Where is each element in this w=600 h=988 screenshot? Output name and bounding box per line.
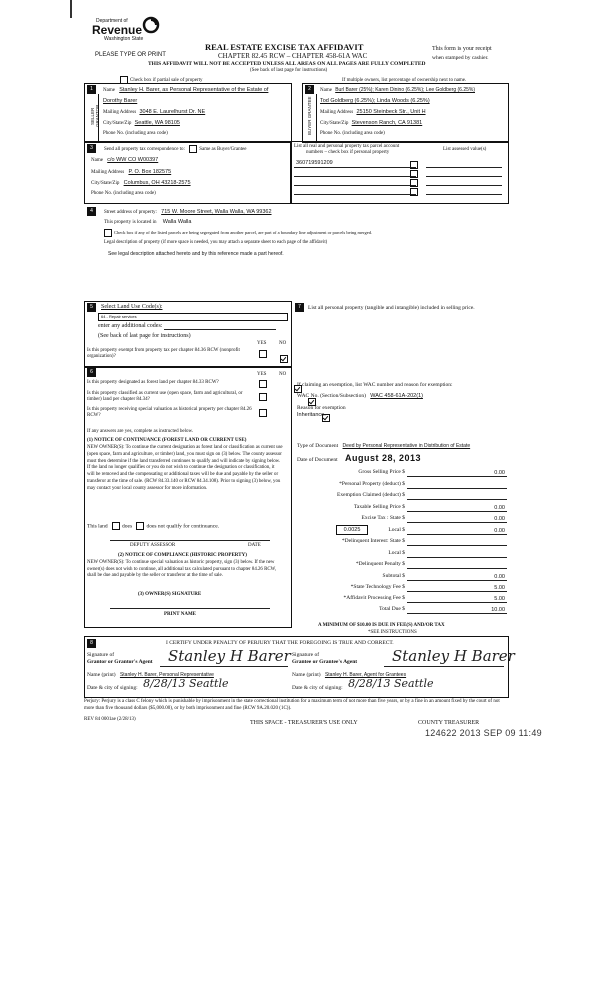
deputy-line[interactable] [110, 540, 270, 541]
buyer-city-value[interactable]: Stevenson Ranch, CA 91381 [351, 120, 423, 126]
perjury-note: Perjury: Perjury is a class C felony which is punishable by imprisonment in the state correctional institution for a maximum term of not more than five years, or by a fine in an amount fixed by the court of not more than five thousand dollars ($5,000.00), or by both imprisonment and fine (RCW 9A.20.020 (1C)). [84, 699, 500, 711]
current-use-yes-checkbox[interactable] [259, 393, 267, 401]
parcel-line-3 [294, 185, 416, 186]
land-use-value: 64 - Repair services [101, 314, 137, 319]
see-instructions: *SEE INSTRUCTIONS [368, 630, 417, 635]
parcel-line-4 [294, 194, 416, 195]
grantor-signature[interactable]: Stanley H Barer [168, 647, 291, 665]
buyer-divider [316, 94, 317, 141]
logo-swirl-icon [142, 16, 160, 34]
section5-no: NO [279, 341, 287, 346]
legal-label: Legal description of property (if more space is needed, you may attach a separate sheet to each page of the affidavit) [104, 240, 328, 245]
treasurer-space: THIS SPACE - TREASURER'S USE ONLY [250, 720, 358, 726]
exempt-no-checkbox[interactable] [280, 355, 288, 363]
fin-taxable-line [407, 511, 507, 512]
county-treasurer: COUNTY TREASURER [418, 720, 480, 726]
doc-date-value[interactable]: August 28, 2013 [345, 453, 422, 463]
fin-personal-label: *Personal Property (deduct) $ [339, 481, 405, 487]
grantor-sig-label-2: Grantor or Grantor's Agent [87, 659, 153, 665]
fin-interest-local-label: Local $ [388, 550, 405, 556]
grantor-date-value[interactable]: 8/28/13 Seattle [143, 677, 229, 690]
fin-subtotal-value[interactable]: 0.00 [494, 574, 505, 580]
section-3-number: 3 [87, 144, 96, 153]
dept-state: Washington State [104, 36, 144, 42]
fin-exemption-label: Exemption Claimed (deduct) $ [337, 492, 405, 498]
located-label: This property is located in [104, 220, 157, 225]
tax-city-label: City/State/Zip [91, 181, 120, 186]
section-4-number: 4 [87, 207, 96, 216]
fin-tech-fee-label: *State Technology Fee $ [350, 584, 405, 590]
street-address-value[interactable]: 715 W. Moore Street, Walla Walla, WA 99362 [161, 209, 272, 215]
seller-city-row [103, 120, 180, 127]
fin-taxable-value[interactable]: 0.00 [494, 505, 505, 511]
parcels-label-2: numbers – check box if personal property [306, 150, 390, 155]
form-subtitle: CHAPTER 82.45 RCW – CHAPTER 458-61A WAC [218, 52, 368, 60]
land-label: This land [87, 523, 108, 530]
receipt-note-2: when stamped by cashier. [432, 55, 489, 61]
exempt-question: Is this property exempt from property tax per chapter 84.36 RCW (nonprofit organization)? [87, 348, 240, 359]
doc-date-label: Date of Document [297, 457, 338, 463]
fin-total-value[interactable]: 10.00 [491, 607, 505, 613]
parcel-4-checkbox[interactable] [410, 188, 418, 196]
buyer-side-label: BUYER GRANTEE [307, 96, 312, 136]
form-warning: THIS AFFIDAVIT WILL NOT BE ACCEPTED UNLESS ALL AREAS ON ALL PAGES ARE FULLY COMPLETED [148, 61, 426, 67]
reason-value[interactable]: Inheritance. [297, 412, 326, 418]
parcel-line-1 [294, 167, 416, 168]
fin-exemption-line [407, 499, 507, 500]
fin-gross-label: Gross Selling Price $ [358, 469, 405, 475]
if-yes-note: If any answers are yes, complete as instructed below. [87, 429, 194, 434]
tax-correspondence-header [104, 145, 246, 153]
buyer-address-value[interactable]: 25150 Steinbeck Str., Unit H [356, 109, 426, 115]
buyer-name-row [320, 87, 475, 94]
wac-label: WAC No. (Section/Subsection) [297, 393, 366, 399]
grantor-name-label: Name (print) [87, 672, 116, 678]
exemption-label: If claiming an exemption, list WAC number and reason for exemption: [297, 382, 453, 388]
compliance-text: NEW OWNER(S): To continue special valuation as historic property, sign (3) below. If the new owner(s) does not wish to continue, all additional tax calculated pursuant to chapter 84.26 RCW, shall be due and payable by the seller or transferor at the time of sale. [87, 560, 277, 578]
fin-interest-state-line [407, 545, 507, 546]
certify-statement: I CERTIFY UNDER PENALTY OF PERJURY THAT THE FOREGOING IS TRUE AND CORRECT. [166, 640, 394, 646]
wac-value[interactable]: WAC 458-61A-202(1) [370, 393, 423, 399]
fin-total-line [407, 613, 507, 614]
fin-tech-fee-value[interactable]: 5.00 [494, 585, 505, 591]
assessed-values-label: List assessed value(s) [443, 147, 487, 152]
section6-no: NO [279, 372, 287, 377]
section-7-number: 7 [295, 303, 304, 312]
street-address-row [104, 209, 272, 216]
compliance-title: (2) NOTICE OF COMPLIANCE (HISTORIC PROPERTY) [118, 553, 247, 558]
fin-excise-state-value[interactable]: 0.00 [494, 516, 505, 522]
tax-city-value[interactable]: Columbus, OH 43218-2575 [123, 180, 191, 186]
personal-property-label: List all personal property (tangible and intangible) included in selling price. [308, 305, 475, 311]
fin-penalty-label: *Delinquent Penalty $ [355, 561, 405, 567]
section-8-number: 8 [87, 639, 96, 648]
buyer-city-label: City/State/Zip [320, 121, 349, 126]
print-note: PLEASE TYPE OR PRINT [95, 52, 166, 58]
seller-name-row [103, 87, 268, 94]
additional-codes-label: enter any additional codes: [98, 323, 163, 329]
dept-name: Revenue [92, 23, 143, 37]
segregated-label: Check box if any of the listed parcels are being segregated from another parcel, are part of a boundary line adjustment or parcels being merged. [114, 230, 373, 236]
fin-excise-state-label: Excise Tax : State $ [361, 515, 405, 521]
seller-divider [98, 94, 99, 141]
grantee-sig-label-1: Signature of [292, 652, 320, 658]
grantor-date-row [87, 677, 229, 692]
same-as-buyer-checkbox[interactable] [189, 145, 197, 153]
located-row [104, 219, 191, 226]
seller-address-label: Mailing Address [103, 110, 137, 115]
doc-type-label: Type of Document [297, 443, 339, 449]
current-use-question: Is this property classified as current use (open space, farm and agricultural, or timber) land per chapter 84.34? [87, 391, 243, 402]
multiple-owners-note: If multiple owners, list percentage of ownership next to name. [342, 78, 467, 83]
forest-land-question: Is this property designated as forest land per chapter 84.33 RCW? [87, 380, 219, 385]
buyer-name-value-2[interactable]: Tod Goldberg (6.25%); Linda Woods (6.25%) [320, 98, 430, 104]
parcel-1-value[interactable]: 360719591209 [296, 160, 333, 166]
fin-subtotal-label: Subtotal $ [382, 573, 405, 579]
tax-name-row [91, 157, 158, 164]
section6-yes: YES [257, 372, 267, 377]
segregated-checkbox[interactable] [104, 229, 112, 237]
does-checkbox[interactable] [112, 522, 120, 530]
fin-subtotal-line [407, 580, 507, 581]
minimum-note: A MINIMUM OF $10.00 IS DUE IN FEE(S) AND/OR TAX [318, 623, 445, 628]
fin-excise-local-line [407, 534, 507, 535]
forest-yes-checkbox[interactable] [259, 380, 267, 388]
section-6-box [84, 366, 292, 628]
exempt-yes-checkbox[interactable] [259, 350, 267, 358]
continuance-title: (1) NOTICE OF CONTINUANCE (FOREST LAND OR CURRENT USE) [87, 438, 247, 443]
print-name-label: PRINT NAME [164, 612, 196, 617]
local-rate-value: 0.0025 [343, 527, 361, 533]
parcels-label-1: List all real and personal property tax parcel account [294, 144, 400, 149]
fin-interest-state-label: *Delinquent Interest: State $ [341, 538, 405, 544]
legal-value[interactable]: See legal description attached hereto and by this reference made a part hereof. [108, 251, 284, 257]
segregated-row [104, 229, 372, 237]
deputy-date-label: DATE [248, 543, 261, 548]
grantee-date-row [292, 677, 434, 692]
seller-name-value-2[interactable]: Dorothy Barer [103, 98, 138, 104]
fin-gross-value[interactable]: 0.00 [494, 470, 505, 476]
form-title: REAL ESTATE EXCISE TAX AFFIDAVIT [205, 42, 364, 52]
revenue-logo [92, 14, 164, 44]
grantor-sig-line [160, 666, 288, 667]
parcel-1-checkbox[interactable] [410, 161, 418, 169]
grantor-name-value[interactable]: Stanley H. Barer, Personal Representative [119, 672, 214, 678]
does-not-label: does not qualify for continuance. [146, 523, 220, 530]
section-2-number: 2 [305, 85, 314, 94]
seller-name-label: Name [103, 88, 115, 93]
section5-yes: YES [257, 341, 267, 346]
buyer-phone-label: Phone No. (including area code) [320, 131, 385, 136]
buyer-name-value[interactable]: Burl Barer (25%); Karen Dinino (6.25%); Lee Goldberg (6.25%) [335, 87, 475, 93]
dept-top: Department of [96, 18, 128, 24]
fin-taxable-label: Taxable Selling Price $ [353, 504, 405, 510]
seller-city-value[interactable]: Seattle, WA 98105 [134, 120, 180, 126]
grantee-date-label: Date & city of signing: [292, 685, 343, 691]
tax-name-value[interactable]: c/o WW CO W00397 [107, 157, 159, 163]
seller-city-label: City/State/Zip [103, 121, 132, 126]
reason-label: Reason for exemption [297, 405, 346, 411]
deputy-assessor-label: DEPUTY ASSESSOR [130, 543, 176, 548]
form-see-back: (See back of last page for instructions) [250, 68, 328, 73]
fin-personal-line [407, 488, 507, 489]
assessed-line-1 [426, 167, 502, 168]
parcel-3-checkbox[interactable] [410, 179, 418, 187]
grantee-signature[interactable]: Stanley H Barer [392, 647, 515, 665]
land-use-label: Select Land Use Code(s): [101, 304, 163, 310]
fin-excise-local-label: Local $ [388, 527, 405, 533]
continuance-text: NEW OWNER(S): To continue the current designation as forest land or classification as current use (open space, farm and agriculture, or timber) land, you must sign on (3) below. The county assessor must then determine if the land transferred continues to qualify and will indicate by signing below. If the land no longer qualifies or you do not wish to continue the designation or classification, it will be removed and the compensating or additional taxes will be due and payable by the seller or transferor at the time of sale. (RCW 84.33.140 or RCW 84.34.108). Prior to signing (3) below, you may contact your local county assessor for more information. [87, 445, 283, 491]
section-5-number: 5 [87, 303, 96, 312]
receipt-note-1: This form is your receipt [432, 46, 492, 52]
seller-address-value[interactable]: 3048 E. Laurelhurst Dr. NE [139, 109, 206, 115]
historic-question: Is this property receiving special valuation as historical property per chapter 84.26 RCW? [87, 407, 252, 418]
seller-name-value[interactable]: Stanley H. Barer, as Personal Representative of the Estate of [119, 87, 269, 93]
assessed-line-4 [426, 194, 502, 195]
section-6-number: 6 [87, 368, 96, 377]
does-label: does [122, 523, 133, 530]
seller-address-row [103, 109, 205, 116]
parcel-2-checkbox[interactable] [410, 170, 418, 178]
doc-type-row [297, 443, 470, 450]
fin-excise-local-value[interactable]: 0.00 [494, 528, 505, 534]
does-not-checkbox[interactable] [136, 522, 144, 530]
fin-processing-fee-line [407, 602, 507, 603]
fin-tech-fee-line [407, 591, 507, 592]
land-use-select[interactable] [98, 313, 288, 321]
tax-address-row [91, 169, 171, 176]
fin-interest-local-line [407, 557, 507, 558]
doc-date-row [297, 455, 421, 464]
buyer-city-row [320, 120, 422, 127]
grantee-date-value[interactable]: 8/28/13 Seattle [348, 677, 434, 690]
wac-row [297, 393, 423, 400]
local-rate-box[interactable] [336, 525, 368, 535]
section-1-number: 1 [87, 85, 96, 94]
fin-processing-fee-value[interactable]: 5.00 [494, 596, 505, 602]
fin-total-label: Total Due $ [379, 606, 405, 612]
grantee-sig-label-2: Grantee or Grantee's Agent [292, 659, 358, 665]
rev-number: REV 84 0001ae (2/28/13) [84, 717, 136, 722]
doc-type-value[interactable]: Deed by Personal Representative in Distribution of Estate [342, 443, 471, 449]
grantee-name-value[interactable]: Stanley H. Barer, Agent for Grantees [324, 672, 407, 678]
fin-excise-state-line [407, 522, 507, 523]
street-address-label: Street address of property: [104, 210, 157, 215]
grantor-date-label: Date & city of signing: [87, 685, 138, 691]
scan-mark [70, 0, 72, 18]
assessed-line-2 [426, 176, 502, 177]
historic-yes-checkbox[interactable] [259, 409, 267, 417]
cashier-stamp: 124622 2013 SEP 09 11:49 [425, 728, 542, 738]
fin-processing-fee-label: *Affidavit Processing Fee $ [343, 595, 405, 601]
tax-correspondence-label: Send all property tax correspondence to: [104, 147, 185, 153]
buyer-name-label: Name [320, 88, 332, 93]
grantee-name-label: Name (print) [292, 672, 321, 678]
located-value[interactable]: Walla Walla [162, 219, 192, 225]
seller-phone-label: Phone No. (including area code) [103, 131, 168, 136]
land-qualify-row [87, 522, 219, 530]
fin-gross-line [407, 476, 507, 477]
buyer-address-row [320, 109, 426, 116]
tax-address-label: Mailing Address [91, 170, 125, 175]
grantee-sig-line [384, 666, 504, 667]
same-as-buyer-label: Same as Buyer/Grantee [199, 147, 247, 153]
seller-side-label: SELLER GRANTOR [90, 104, 100, 128]
partial-sale-label: Check box if partial sale of property [130, 78, 203, 84]
tax-city-row [91, 180, 191, 187]
tax-address-value[interactable]: P. O. Box 182575 [128, 169, 172, 175]
assessed-line-3 [426, 185, 502, 186]
grantor-sig-label-1: Signature of [87, 652, 115, 658]
section5-see-back: (See back of last page for instructions) [98, 333, 191, 339]
additional-codes-line[interactable] [164, 329, 276, 330]
owner-signature-line[interactable] [110, 608, 270, 609]
parcel-line-2 [294, 176, 416, 177]
owner-signature-label: (3) OWNER(S) SIGNATURE [138, 592, 202, 597]
buyer-address-label: Mailing Address [320, 110, 354, 115]
tax-name-label: Name [91, 158, 103, 163]
fin-penalty-line [407, 568, 507, 569]
tax-phone-label: Phone No. (including area code) [91, 191, 156, 196]
